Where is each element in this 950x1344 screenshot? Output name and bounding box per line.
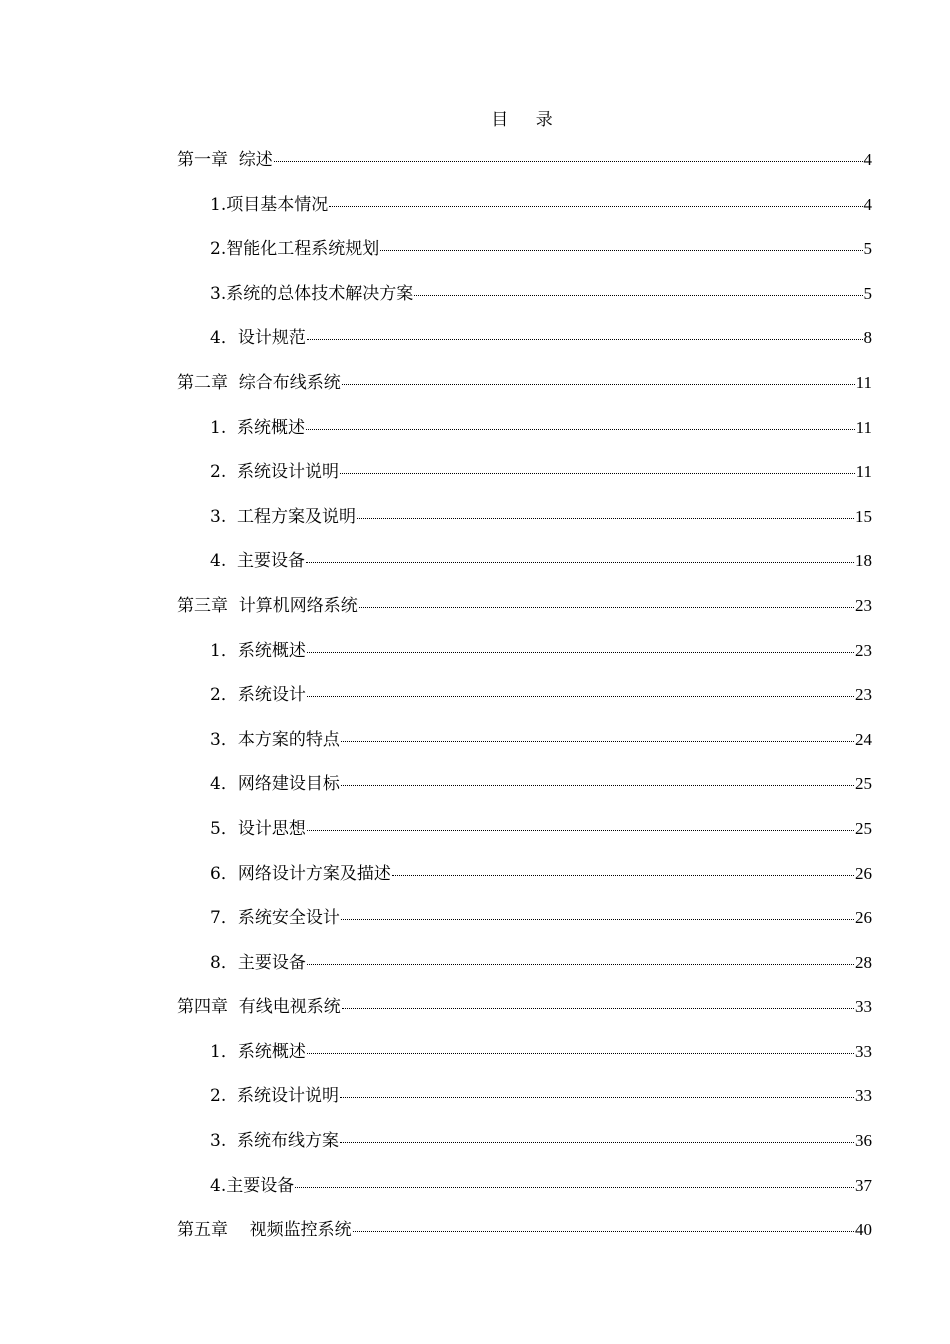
toc-section-entry[interactable] [177, 458, 872, 503]
toc-page-number: 26 [855, 863, 872, 883]
toc-entry-text: 3.系统的总体技术解决方案 [210, 283, 414, 304]
toc-page-number: 23 [855, 640, 872, 660]
dot-leader [307, 652, 854, 653]
toc-section-entry[interactable] [177, 770, 872, 815]
toc-page-number: 18 [855, 551, 872, 571]
toc-entry-text: 4.主要设备 [210, 1175, 295, 1196]
dot-leader [306, 562, 854, 563]
dot-leader [392, 875, 854, 876]
toc-page-number: 11 [855, 417, 872, 437]
toc-chapter-entry[interactable] [177, 993, 872, 1038]
dot-leader [341, 785, 854, 786]
toc-section-entry[interactable] [177, 1172, 872, 1217]
toc-entry-text: 1．系统概述 [210, 1041, 306, 1062]
dot-leader [380, 250, 862, 251]
toc-entry-text: 2. 系统设计说明 [210, 462, 340, 483]
toc-section-entry[interactable] [177, 191, 872, 236]
dot-leader [340, 473, 855, 474]
toc-page-number: 5 [863, 239, 872, 259]
toc-section-entry[interactable] [177, 235, 872, 280]
toc-section-entry[interactable] [177, 324, 872, 369]
toc-entry-text: 3. 工程方案及说明 [210, 506, 357, 527]
toc-section-entry[interactable] [177, 904, 872, 949]
toc-section-entry[interactable] [177, 1127, 872, 1172]
toc-entry-text: 第三章 计算机网络系统 [177, 595, 358, 616]
toc-page-number: 5 [863, 283, 872, 303]
toc-page-number: 28 [855, 952, 872, 972]
toc-entry-text: 第一章 综述 [177, 150, 273, 170]
toc-page-number: 8 [863, 328, 872, 348]
toc-entry-text: 第五章 视频监控系统 [177, 1220, 352, 1241]
toc-page-number: 25 [855, 818, 872, 838]
toc-entry-text: 1. 系统概述 [210, 417, 306, 438]
toc-entry-text: 第二章 综合布线系统 [177, 372, 341, 393]
toc-entry-text: 3. 系统布线方案 [210, 1131, 340, 1152]
dot-leader [342, 384, 855, 385]
toc-page-number: 4 [863, 194, 872, 214]
dot-leader [306, 429, 855, 430]
toc-page-number: 11 [855, 372, 872, 392]
dot-leader [307, 964, 854, 965]
toc-section-entry[interactable] [177, 414, 872, 459]
dot-leader [353, 1231, 854, 1232]
toc-chapter-entry[interactable] [177, 369, 872, 414]
toc-section-entry[interactable] [177, 637, 872, 682]
toc-section-entry[interactable] [177, 1082, 872, 1127]
toc-entry-text: 7．系统安全设计 [210, 908, 340, 929]
toc-section-entry[interactable] [177, 815, 872, 860]
dot-leader [341, 741, 854, 742]
toc-page-number: 33 [855, 997, 872, 1017]
toc-section-entry[interactable] [177, 860, 872, 905]
dot-leader [342, 1008, 854, 1009]
dot-leader [357, 518, 854, 519]
toc-page-number: 23 [855, 595, 872, 615]
dot-leader [307, 696, 854, 697]
dot-leader [414, 295, 862, 296]
toc-entry-text: 3．本方案的特点 [210, 729, 340, 750]
toc-page-number: 15 [855, 506, 872, 526]
toc-entry-text: 4. 主要设备 [210, 551, 306, 572]
toc-entry-text: 2.智能化工程系统规划 [210, 239, 380, 260]
toc-entry-text: 1.项目基本情况 [210, 194, 329, 215]
toc-chapter-entry[interactable] [177, 592, 872, 637]
dot-leader [274, 161, 863, 162]
toc-entry-text: 1．系统概述 [210, 640, 306, 661]
toc-entry-text: 8．主要设备 [210, 952, 306, 973]
toc-title: 目 录 [491, 110, 559, 130]
toc-page-number: 26 [855, 908, 872, 928]
toc-page-number: 23 [855, 685, 872, 705]
toc-page-number: 37 [855, 1175, 872, 1195]
toc-page-number: 33 [855, 1086, 872, 1106]
toc-entry-text: 4．网络建设目标 [210, 774, 340, 795]
toc-entry-text: 6．网络设计方案及描述 [210, 863, 391, 884]
toc-entry-text: 第四章 有线电视系统 [177, 997, 341, 1018]
toc-chapter-entry[interactable] [177, 146, 872, 191]
toc-section-entry[interactable] [177, 726, 872, 771]
toc-page-number: 36 [855, 1131, 872, 1151]
toc-section-entry[interactable] [177, 503, 872, 548]
dot-leader [329, 206, 862, 207]
dot-leader [340, 1097, 854, 1098]
toc-page-number: 11 [855, 462, 872, 482]
toc-entry-text: 2．系统设计 [210, 685, 306, 706]
toc-page-number: 33 [855, 1041, 872, 1061]
toc-chapter-entry[interactable] [177, 1216, 872, 1261]
toc-page-number: 25 [855, 774, 872, 794]
dot-leader [307, 339, 863, 340]
toc-page-number: 40 [855, 1220, 872, 1240]
table-of-contents [177, 146, 872, 1261]
dot-leader [341, 919, 854, 920]
dot-leader [340, 1142, 854, 1143]
toc-page-number: 24 [855, 729, 872, 749]
dot-leader [359, 607, 854, 608]
toc-section-entry[interactable] [177, 681, 872, 726]
dot-leader [307, 1053, 854, 1054]
toc-page-number: 4 [863, 150, 872, 169]
toc-section-entry[interactable] [177, 280, 872, 325]
toc-section-entry[interactable] [177, 1038, 872, 1083]
dot-leader [307, 830, 854, 831]
toc-section-entry[interactable] [177, 547, 872, 592]
dot-leader [295, 1187, 854, 1188]
toc-entry-text: 5．设计思想 [210, 818, 306, 839]
toc-entry-text: 4．设计规范 [210, 328, 306, 349]
toc-entry-text: 2. 系统设计说明 [210, 1086, 340, 1107]
toc-section-entry[interactable] [177, 949, 872, 994]
